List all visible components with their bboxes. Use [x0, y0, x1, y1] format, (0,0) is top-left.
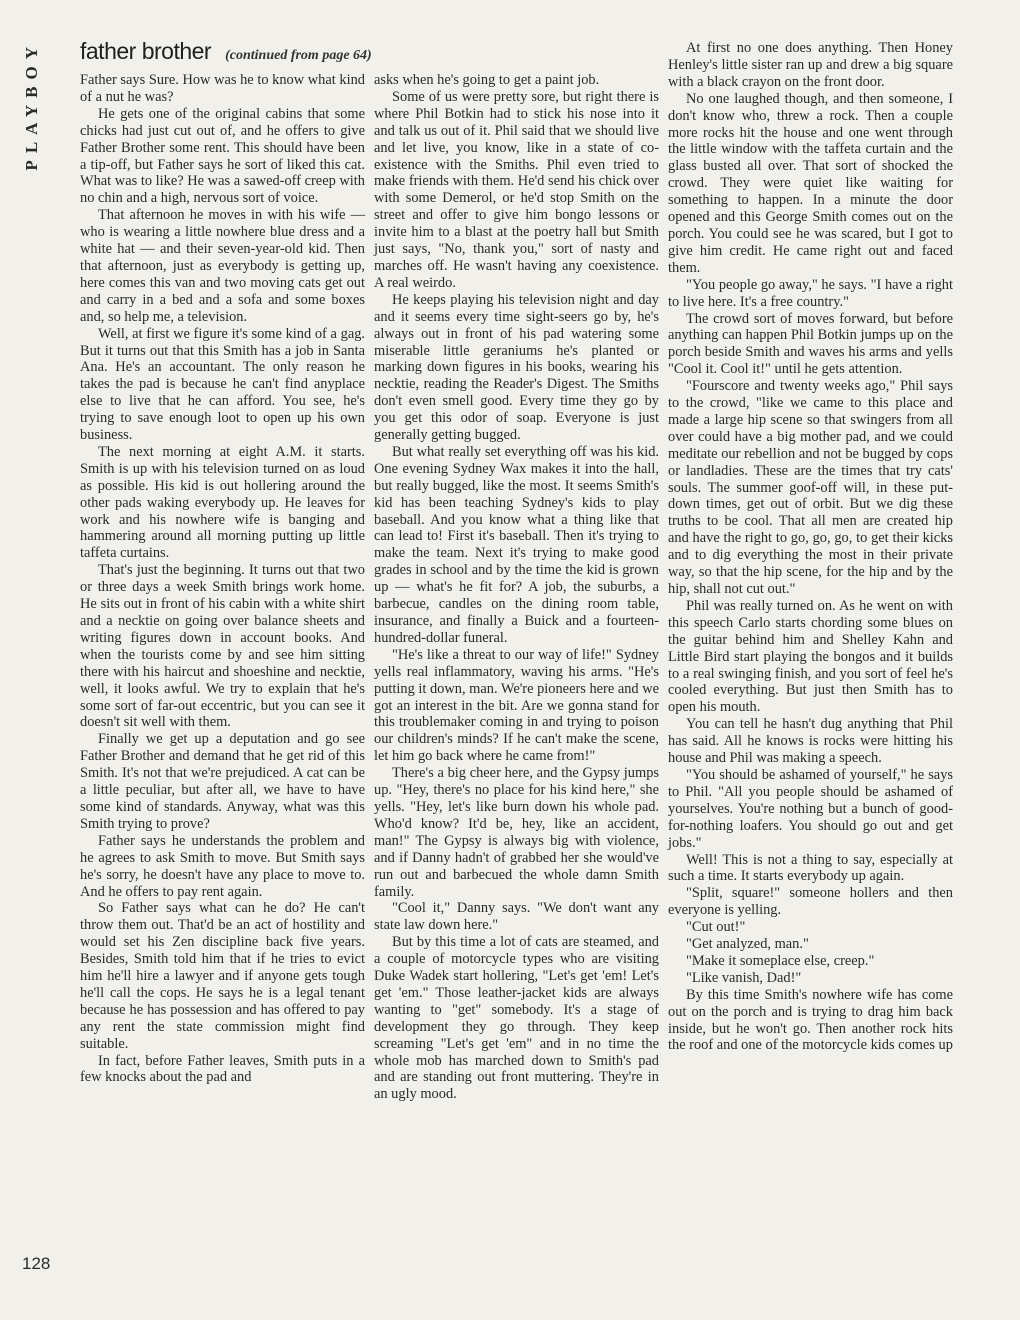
paragraph: The next morning at eight A.M. it starts. Smith is up with his television turned on as loud as possible. His kid is out hollering around the other pads waking everybody up. He leaves for work and his nowhere wife is banging and hammering around all morning putting up little taffeta curtains.: [80, 443, 365, 562]
paragraph: Phil was really turned on. As he went on with this speech Carlo starts chording some blues on the guitar behind him and Shelley Kahn and Little Bird start playing the bongos and it builds to a real swinging finish, and you sort of feel he's cooled everything. But just then Smith has to open his mouth.: [668, 597, 953, 716]
paragraph: There's a big cheer here, and the Gypsy jumps up. "Hey, there's no place for his kind here," she yells. "Hey, let's like burn down his whole pad. Who'd know? It'd be, hey, like an accident, man!" The Gypsy is always big with violence, and if Danny hadn't of grabbed her she would've run out and barbecued the whole damn Smith family.: [374, 765, 659, 900]
paragraph: He keeps playing his television night and day and it seems every time sight-seers go by, he's always out in front of his pad watering some miserable little geraniums he's planted or marking down figures in his books, wearing his necktie, reading the Reader's Digest. The Smiths don't even smell good. Every time they go by you get this odor of soap. Everyone is just generally getting bugged.: [374, 291, 659, 444]
paragraph: "Split, square!" someone hollers and then everyone is yelling.: [668, 885, 953, 919]
paragraph: Father says he understands the problem and he agrees to ask Smith to move. But Smith says he's sorry, he doesn't have any place to move to. And he offers to pay rent again.: [80, 832, 365, 900]
paragraph: By this time Smith's nowhere wife has come out on the porch and is trying to drag him back inside, but he won't go. Then another rock hits the roof and one of the motorcycle kids comes up: [668, 986, 953, 1054]
article-header: [80, 38, 640, 65]
paragraph: That afternoon he moves in with his wife — who is wearing a little nowhere blue dress and a white hat — and their seven-year-old kid. Then that afternoon, just as everybody is getting up, here comes this van and two moving cats get out and carry in a bed and a sofa and some boxes and, so help me, a television.: [80, 207, 365, 325]
text-column-3: [668, 40, 953, 1054]
paragraph: But what really set everything off was his kid. One evening Sydney Wax makes it into the hall, but really bugged, like the most. It seems Smith's kid has been teaching Sydney's kids to play baseball. And you know what a thing like that can lead to! First it's baseball. Then it's trying to make the team. Next it's trying to make good grades in school and by the time the kid is grown up — what's he fit for? A job, the suburbs, a barbecue, candles on the dining room table, insurance, and finally a Buick and a fourteen-hundred-dollar funeral.: [374, 443, 659, 646]
paragraph: You can tell he hasn't dug anything that Phil has said. All he knows is rocks were hitting his house and Phil was making a speech.: [668, 716, 953, 767]
paragraph: "Cool it," Danny says. "We don't want any state law down here.": [374, 900, 659, 934]
paragraph: "Cut out!": [686, 919, 746, 936]
paragraph: At first no one does anything. Then Honey Henley's little sister ran up and drew a big square with a black crayon on the front door.: [668, 40, 953, 90]
paragraph: That's just the beginning. It turns out that two or three days a week Smith brings work home. He sits out in front of his cabin with a white shirt and a necktie on going over balance sheets and writing figures down in account books. And when the tourists come by and see him sitting there with his haircut and shoeshine and necktie, well, it looks awful. We try to explain that he's some sort of far-out eccentric, but you can see it doesn't sit well with them.: [80, 562, 365, 731]
paragraph: Well! This is not a thing to say, especially at such a time. It starts everybody up again.: [668, 851, 953, 885]
paragraph: Some of us were pretty sore, but right there is where Phil Botkin had to stick his nose into it and talk us out of it. Phil said that we should live and let live, you know, like in a state of co-existence with the Smiths. Phil even tried to make friends with them. He'd send his chick over with some Demerol, or he'd stop Smith on the street and offer to give him bongo lessons or invite him to a blast at the poetry hall but Smith just says, "No, thank you," sort of nasty and marches off. He wasn't having any coexistence. A real weirdo.: [374, 88, 659, 291]
paragraph: The crowd sort of moves forward, but before anything can happen Phil Botkin jumps up on the porch beside Smith and waves his arms and yells "Cool it. Cool it!" until he gets attention.: [668, 310, 953, 378]
paragraph: He gets one of the original cabins that some chicks had just cut out of, and he offers to give Father Brother some rent. This should have been a tip-off, but Father says he sort of liked this cat. What was to like? He was a sawed-off creep with no chin and a high, nervous sort of voice.: [80, 105, 365, 207]
paragraph: "Make it someplace else, creep.": [686, 952, 875, 969]
article-title: father brother: [80, 38, 212, 64]
text-column-1: [80, 72, 365, 1086]
paragraph: In fact, before Father leaves, Smith puts in a few knocks about the pad and: [80, 1052, 365, 1086]
paragraph: "You people go away," he says. "I have a right to live here. It's a free country.": [668, 276, 953, 310]
magazine-name: PLAYBOY: [22, 40, 41, 171]
paragraph: "He's like a threat to our way of life!" Sydney yells real inflammatory, waving his arms. "He's putting it down, man. We're pioneers here and we got an interest in the bit. Are we gonna stand for this troublemaker coming in and trying to poison our children's minds? If he can't make the scene, let him go back where he came from!": [374, 646, 659, 765]
text-column-2: [374, 72, 659, 1103]
page-number: 128: [22, 1254, 51, 1273]
paragraph: "Like vanish, Dad!": [686, 969, 802, 986]
paragraph: asks when he's going to get a paint job.: [374, 72, 600, 88]
paragraph: "Get analyzed, man.": [686, 936, 809, 953]
paragraph: "Fourscore and twenty weeks ago," Phil says to the crowd, "like we came to this place and made a large hip scene so that swingers from all over could have a big mother pad, and we could meditate our rebellion and not be bugged by cops or landladies. These are the times that try cats' souls. The summer goof-off will, in these put-down times, get out of orbit. But we dig these truths to be cool. That all men are created hip and have the right to go, go, go, to get their kicks and to dig everything the most in their private way, so that the hip scene, for the hip and by the hip, shall not cut out.": [668, 378, 953, 597]
paragraph: Well, at first we figure it's some kind of a gag. But it turns out that this Smith has a job in Santa Ana. He's an accountant. The only reason he takes the pad is because he can't find anyplace else to live that he can afford. You see, he's trying to save enough loot to open up his own business.: [80, 325, 365, 444]
paragraph: But by this time a lot of cats are steamed, and a couple of motorcycle types who are visiting Duke Wadek start hollering, "Let's get 'em! Let's get 'em." Those leather-jacket kids are always wanting to "get" somebody. It's a stage of development they go through. They keep screaming "Let's get 'em" and in no time the whole mob has marched down to Smith's pad and are standing out front muttering. They're in an ugly mood.: [374, 934, 659, 1103]
paragraph: "You should be ashamed of yourself," he says to Phil. "All you people should be ashamed of yourselves. You're nothing but a bunch of good-for-nothing loafers. You should go out and get jobs.": [668, 766, 953, 851]
paragraph: No one laughed though, and then someone, I don't know who, threw a rock. Then a couple more rocks hit the house and one went through the little window with the taffeta curtain and the glass busted all over. That sort of shocked the crowd. They were quiet like waiting for something to happen. In a minute the door opened and this George Smith comes out on the porch. You could see he was scared, but I got to give him credit. He came right out and faced them.: [668, 90, 953, 276]
paragraph: So Father says what can he do? He can't throw them out. That'd be an act of hostility and would set his Zen discipline back five years. Besides, Smith told him that if he tries to evict him he'll hire a lawyer and if anyone gets tough he'll call the cops. He says he is a legal tenant because he has possession and has offered to pay any rent the state commission might find suitable.: [80, 900, 365, 1052]
paragraph: Father says Sure. How was he to know what kind of a nut he was?: [80, 72, 365, 105]
paragraph: Finally we get up a deputation and go see Father Brother and demand that he get rid of this Smith. It's not that we're prejudiced. A cat can be a little peculiar, but after all, we have to have some kind of standards. Anyway, what was this Smith trying to prove?: [80, 731, 365, 832]
continuation-note: (continued from page 64): [225, 48, 372, 63]
